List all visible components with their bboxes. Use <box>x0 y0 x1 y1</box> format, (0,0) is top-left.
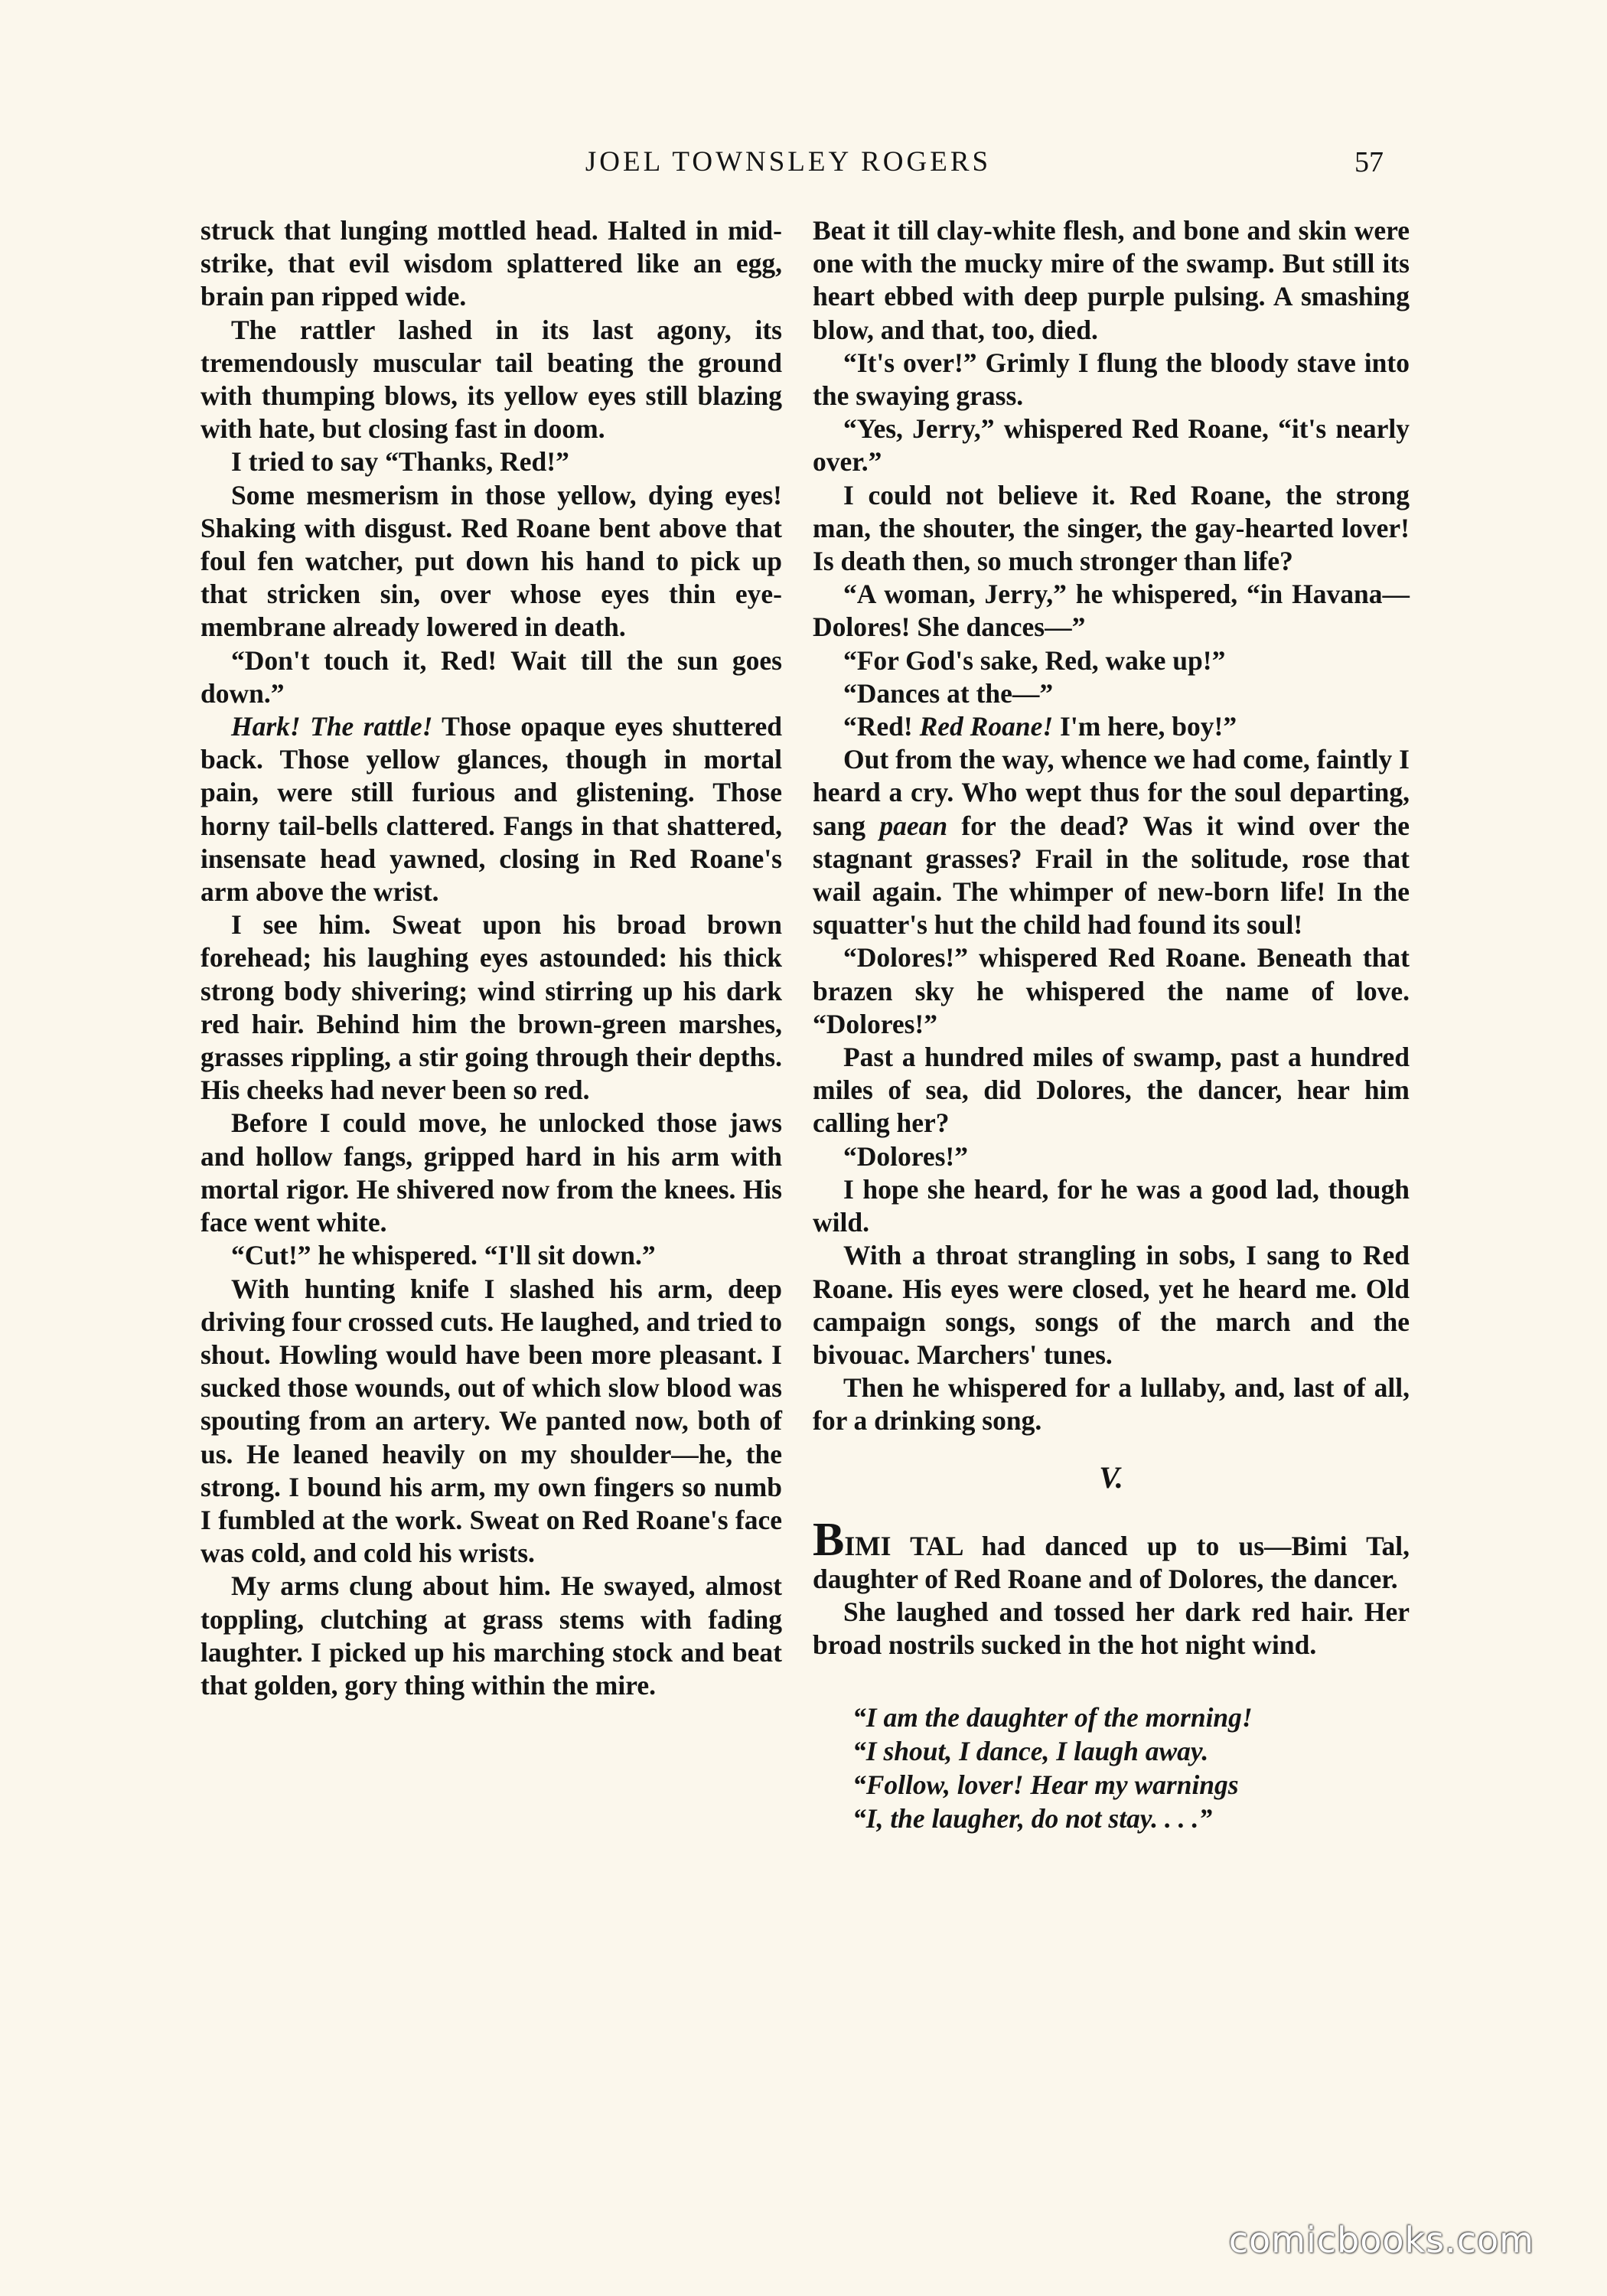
paragraph: Beat it till clay-white flesh, and bone and skin were one with the mucky mire of the swamp. But still its heart ebbed with deep purple pulsing. A smashing blow, and that, too, died. <box>813 215 1410 345</box>
song-verse <box>813 1701 1410 1835</box>
paragraph: I tried to say “Thanks, Red!” <box>231 446 569 478</box>
paragraph: Some mesmerism in those yellow, dying eyes! Shaking with disgust. Red Roane bent above that foul fen watcher, put down his hand to pick up that stricken sin, over whose eyes thin eye-membrane already lowered in death. <box>200 479 782 643</box>
verse-line: “Follow, lover! Hear my warnings <box>852 1769 1239 1800</box>
section-opening-paragraph: BIMI TAL had danced up to us—Bimi Tal, daughter of Red Roane and of Dolores, the dancer. <box>813 1513 1410 1594</box>
paragraph: I could not believe it. Red Roane, the strong man, the shouter, the singer, the gay-hearted lover! Is death then, so much stronger than life? <box>813 479 1410 577</box>
site-watermark: comicbooks.com <box>1228 2219 1534 2261</box>
paragraph: My arms clung about him. He swayed, almost toppling, clutching at grass stems with fading laughter. I picked up his marching stock and beat that golden, gory thing within the mire. <box>200 1570 782 1701</box>
verse-line: “I, the laugher, do not stay. . . .” <box>852 1802 1213 1834</box>
paragraph <box>200 710 782 908</box>
paragraph: Before I could move, he unlocked those jaws and hollow fangs, gripped hard in his arm with mortal rigor. He shivered now from the knees. His face went white. <box>200 1107 782 1238</box>
paragraph: She laughed and tossed her dark red hair. Her broad nostrils sucked in the hot night wind. <box>813 1596 1410 1661</box>
paragraph: Then he whispered for a lullaby, and, last of all, for a drinking song. <box>813 1372 1410 1437</box>
paragraph: “It's over!” Grimly I flung the bloody stave into the swaying grass. <box>813 347 1410 412</box>
paragraph: I hope she heard, for he was a good lad, though wild. <box>813 1173 1410 1238</box>
paragraph-lead: “Red! <box>843 711 920 742</box>
paragraph: “Dolores!” whispered Red Roane. Beneath that brazen sky he whispered the name of love. “Dolores!” <box>813 942 1410 1039</box>
paragraph-text: Those opaque eyes shuttered back. Those yellow glances, though in mortal pain, were still furious and glistening. Those horny tail-bells clattered. Fangs in that shattered, insensate head yawned, closing in Red Roane's arm above the wrist. <box>200 711 782 908</box>
paragraph: With a throat strangling in sobs, I sang to Red Roane. His eyes were closed, yet he heard me. Old campaign songs, songs of the march and the bivouac. Marchers' tunes. <box>813 1240 1410 1370</box>
paragraph: With hunting knife I slashed his arm, deep driving four crossed cuts. He laughed, and tried to shout. Howling would have been more pleasant. I sucked those wounds, out of which slow blood was spouting from an artery. We panted now, both of us. He leaned heavily on my shoulder—he, the strong. I bound his arm, my own fingers so numb I fumbled at the work. Sweat on Red Roane's face was cold, and cold his wrists. <box>200 1273 783 1569</box>
paragraph-text: Out from the way, whence we had come, faintly I heard a cry. Who wept thus for the soul departing, sang <box>813 744 1410 841</box>
section-numeral: V. <box>1099 1459 1123 1495</box>
verse-line: “I am the daughter of the morning! <box>852 1701 1253 1733</box>
left-text-column <box>200 214 782 1702</box>
paragraph: “Cut!” he whispered. “I'll sit down.” <box>231 1240 656 1271</box>
paragraph: “Dolores!” <box>843 1140 969 1172</box>
right-text-column <box>813 214 1410 1835</box>
paragraph: struck that lunging mottled head. Halted in mid-strike, that evil wisdom splattered like an egg, brain pan ripped wide. <box>200 215 782 312</box>
italic-phrase: Hark! The rattle! <box>231 711 433 742</box>
paragraph-tail: for the dead? Was it wind over the stagnant grasses? Frail in the solitude, rose that wail again. The whimper of new-born life! In the squatter's hut the child had found its soul! <box>813 810 1410 941</box>
page-number: 57 <box>1354 146 1384 178</box>
verse-line: “I shout, I dance, I laugh away. <box>852 1735 1209 1766</box>
paragraph: Past a hundred miles of swamp, past a hundred miles of sea, did Dolores, the dancer, hear him calling her? <box>813 1042 1410 1139</box>
paragraph: “For God's sake, Red, wake up!” <box>843 644 1226 676</box>
paragraph: “Don't touch it, Red! Wait till the sun goes down.” <box>200 644 782 709</box>
paragraph <box>813 743 1410 941</box>
italic-word: paean <box>879 810 948 841</box>
paragraph: “A woman, Jerry,” he whispered, “in Havana—Dolores! She dances—” <box>813 579 1410 643</box>
paragraph: The rattler lashed in its last agony, its tremendously muscular tail beating the ground with thumping blows, its yellow eyes still blazing with hate, but closing fast in doom. <box>200 314 782 445</box>
paragraph: “Yes, Jerry,” whispered Red Roane, “it's nearly over.” <box>813 413 1410 478</box>
paragraph: “Dances at the—” <box>843 677 1054 709</box>
paragraph-text: I'm here, boy!” <box>1053 711 1237 742</box>
paragraph: I see him. Sweat upon his broad brown forehead; his laughing eyes astounded: his thick strong body shivering; wind stirring up his dark red hair. Behind him the brown-green marshes, grasses rippling, a stir going through their depths. His cheeks had never been so red. <box>200 909 782 1106</box>
italic-phrase: Red Roane! <box>919 711 1054 742</box>
running-head-author: JOEL TOWNSLEY ROGERS <box>585 146 992 178</box>
paragraph <box>813 710 1410 743</box>
